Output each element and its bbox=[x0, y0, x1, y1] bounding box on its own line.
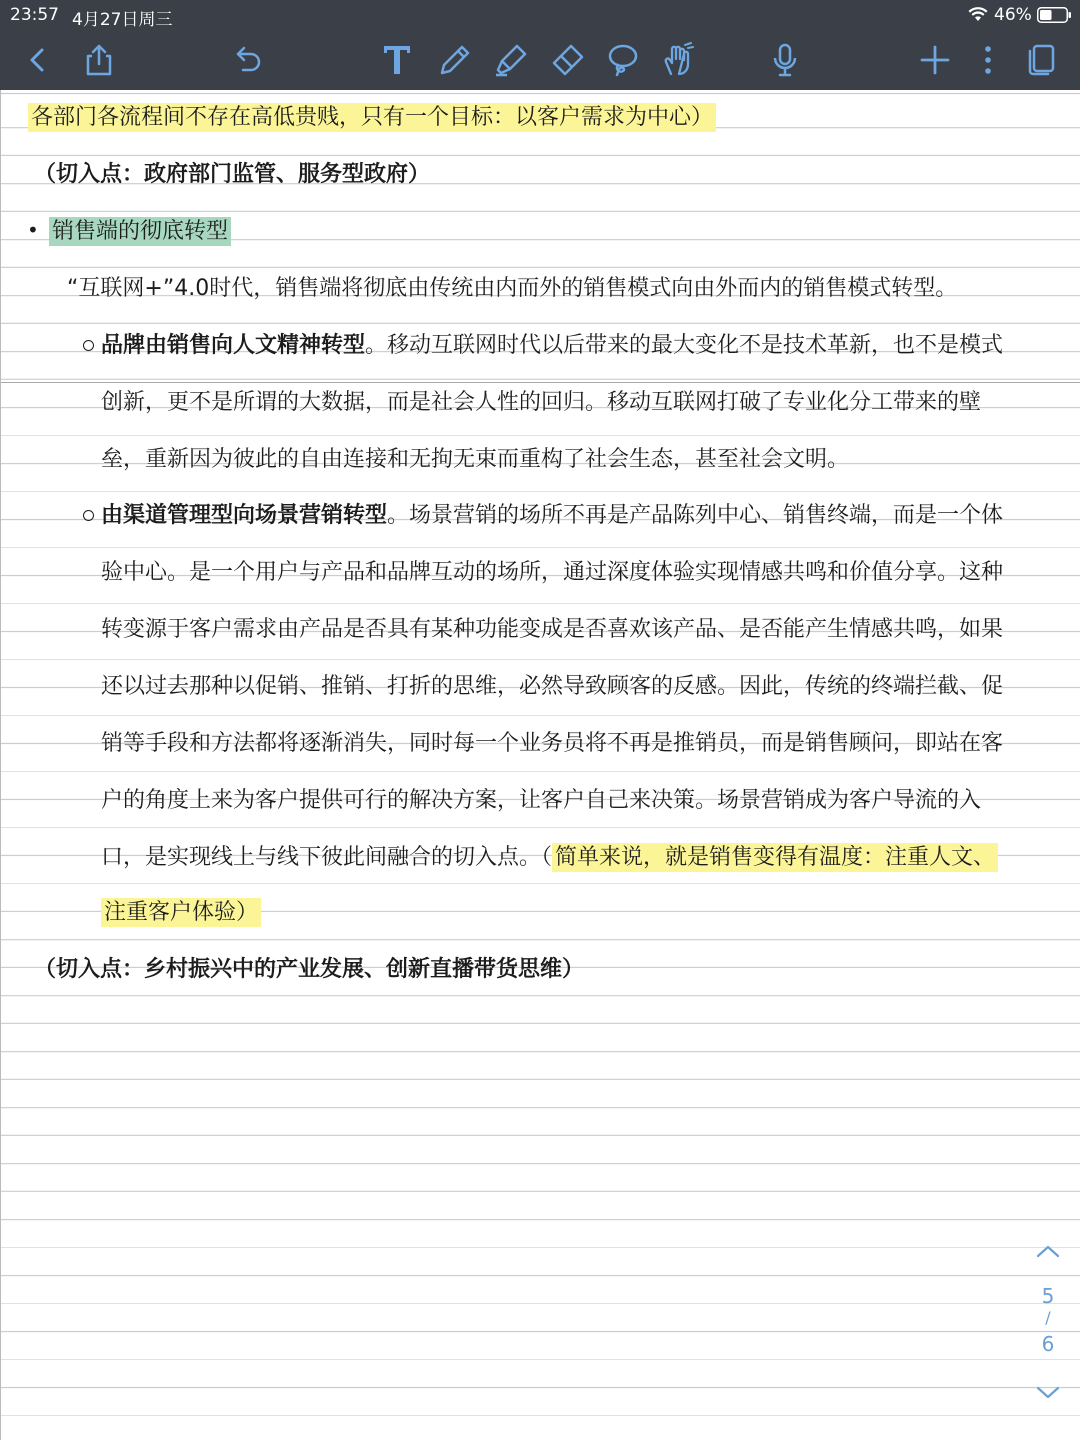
page-up-icon[interactable] bbox=[1035, 1240, 1061, 1264]
pen-icon[interactable] bbox=[433, 38, 477, 82]
sub-item-1-title: 品牌由销售向人文精神转型 bbox=[101, 333, 366, 358]
share-icon[interactable] bbox=[77, 38, 121, 82]
sub-item-2-line-4: 还以过去那种以促销、推销、打折的思维，必然导致顾客的反感。因此，传统的终端拦截、促 bbox=[101, 674, 1004, 699]
bullet-heading bbox=[49, 216, 231, 248]
sub-item-2-line-3: 转变源于客户需求由产品是否具有某种功能变成是否喜欢该产品、是否能产生情感共鸣，如果 bbox=[101, 617, 1004, 642]
note-page[interactable] bbox=[0, 90, 1080, 1440]
page-navigator bbox=[1031, 1236, 1065, 1416]
sub-item-1-line-3: 垒，重新因为彼此的自由连接和无拘无束而重构了社会生态，甚至社会文明。 bbox=[101, 447, 850, 472]
green-highlighted-text: 销售端的彻底转型 bbox=[49, 217, 231, 246]
current-page-number: 5 bbox=[1041, 1284, 1055, 1308]
highlighted-text: 简单来说，就是销售变得有温度：注重人文、 bbox=[552, 843, 998, 872]
sub-item-1-line-2: 创新，更不是所谓的大数据，而是社会人性的回归。移动互联网打破了专业化分工带来的壁 bbox=[101, 390, 982, 415]
add-icon[interactable] bbox=[913, 38, 957, 82]
text-tool-icon[interactable] bbox=[375, 38, 419, 82]
undo-icon[interactable] bbox=[226, 38, 270, 82]
sub-item-2-text: 。场景营销的场所不再是产品陈列中心、销售终端，而是一个体 bbox=[387, 503, 1004, 528]
note-line-4: “互联网+”4.0时代，销售端将彻底由传统由内而外的销售模式向由外而内的销售模式转型。 bbox=[67, 276, 958, 301]
page-down-icon[interactable] bbox=[1035, 1382, 1061, 1406]
sub-item-1-text: 。移动互联网时代以后带来的最大变化不是技术革新，也不是模式 bbox=[365, 333, 1004, 358]
sub-item-2-line-8 bbox=[101, 897, 261, 929]
wifi-icon bbox=[968, 6, 988, 27]
battery-percent: 46% bbox=[994, 5, 1032, 25]
note-line-2: （切入点：政府部门监管、服务型政府） bbox=[34, 162, 431, 187]
status-time: 23:57 bbox=[10, 5, 59, 25]
gesture-icon[interactable] bbox=[656, 38, 700, 82]
sub-item-2-title: 由渠道管理型向场景营销转型 bbox=[101, 503, 388, 528]
page-separator: / bbox=[1045, 1308, 1051, 1327]
sub-item-2-line-5: 销等手段和方法都将逐渐消失，同时每一个业务员将不再是推销员，而是销售顾问，即站在客 bbox=[101, 731, 1004, 756]
sub-item-2-line-2: 验中心。是一个用户与产品和品牌互动的场所，通过深度体验实现情感共鸣和价值分享。这种 bbox=[101, 560, 1004, 585]
microphone-icon[interactable] bbox=[763, 38, 807, 82]
total-page-count: 6 bbox=[1041, 1332, 1055, 1356]
note-line-1 bbox=[28, 102, 716, 134]
bullet-dot-icon: • bbox=[27, 218, 39, 242]
eraser-icon[interactable] bbox=[545, 38, 589, 82]
page-break-divider bbox=[1, 382, 1080, 383]
bullet-circle-icon bbox=[83, 340, 94, 351]
sub-item-2-line-6: 户的角度上来为客户提供可行的解决方案，让客户自己来决策。场景营销成为客户导流的入 bbox=[101, 788, 982, 813]
status-date: 4月27日周三 bbox=[72, 10, 173, 30]
bullet-circle-icon bbox=[83, 510, 94, 521]
sub-item-2-text: 口，是实现线上与线下彼此间融合的切入点。（ bbox=[101, 845, 553, 870]
back-icon[interactable] bbox=[16, 38, 60, 82]
highlighted-text: 各部门各流程间不存在高低贵贱，只有一个目标：以客户需求为中心） bbox=[28, 103, 716, 132]
highlighter-icon[interactable] bbox=[489, 38, 533, 82]
status-bar bbox=[0, 0, 1080, 30]
pages-icon[interactable] bbox=[1019, 38, 1063, 82]
toolbar bbox=[0, 30, 1080, 90]
sub-item-2-line-1 bbox=[101, 500, 1003, 532]
battery-icon bbox=[1037, 7, 1073, 28]
sub-item-1-line-1 bbox=[101, 330, 1003, 362]
highlighted-text: 注重客户体验） bbox=[101, 898, 261, 927]
lasso-icon[interactable] bbox=[601, 38, 645, 82]
more-icon[interactable] bbox=[966, 38, 1010, 82]
note-line-last: （切入点：乡村振兴中的产业发展、创新直播带货思维） bbox=[34, 957, 585, 982]
sub-item-2-line-7 bbox=[101, 842, 998, 874]
